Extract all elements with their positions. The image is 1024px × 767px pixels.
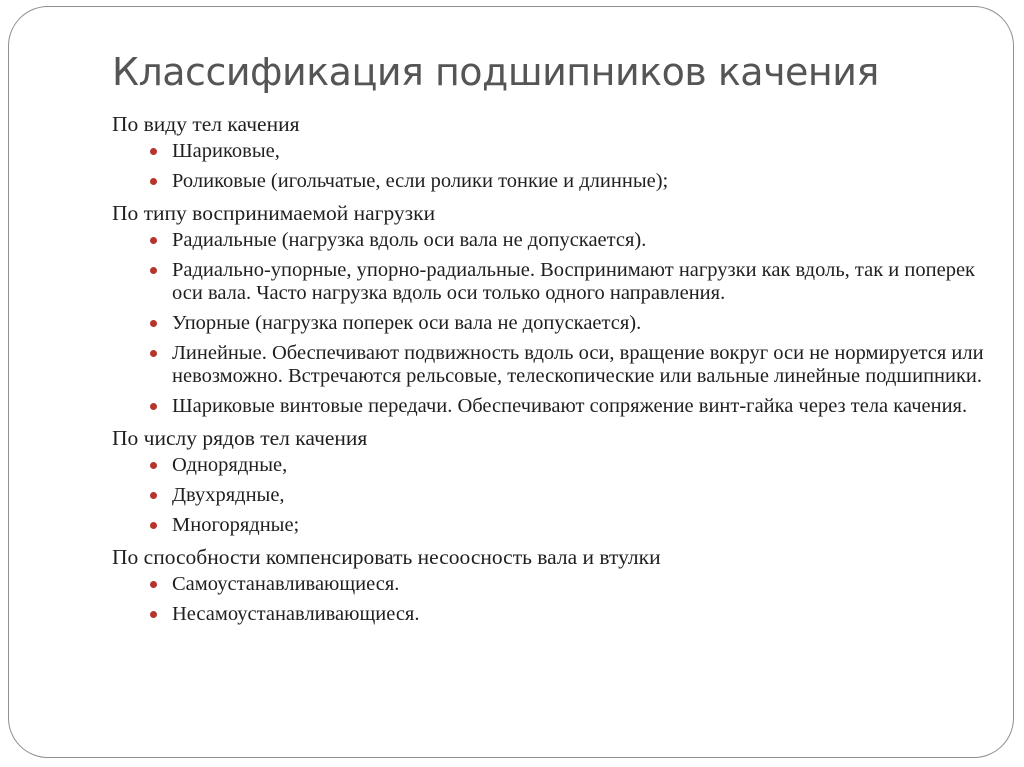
list-item-text: Радиальные (нагрузка вдоль оси вала не допускается). [172, 229, 647, 251]
bullet-dot-icon [150, 178, 157, 185]
bullet-dot-icon [150, 611, 157, 618]
list-item [112, 484, 992, 507]
list-item [112, 342, 992, 388]
bullet-dot-icon [150, 237, 157, 244]
list-item [112, 454, 992, 477]
list-item-text: Шариковые, [172, 140, 280, 162]
list-item-text: Упорные (нагрузка поперек оси вала не допускается). [172, 312, 642, 334]
list-item-text: Радиально-упорные, упорно-радиальные. Воспринимают нагрузки как вдоль, так и поперек оси вала. Часто нагрузка вдоль оси только одного направления. [172, 259, 976, 304]
list-item-text: Шариковые винтовые передачи. Обеспечивают сопряжение винт-гайка через тела качения. [172, 395, 968, 417]
list-item-text: Многорядные; [172, 514, 300, 536]
section-misalignment [112, 544, 992, 626]
bullet-dot-icon [150, 350, 157, 357]
section-items [112, 140, 992, 193]
section-load-type [112, 200, 992, 418]
list-item [112, 603, 992, 626]
bullet-dot-icon [150, 462, 157, 469]
bullet-dot-icon [150, 581, 157, 588]
list-item [112, 312, 992, 335]
section-rolling-body-type [112, 111, 992, 193]
list-item [112, 395, 992, 418]
list-item [112, 229, 992, 252]
list-item-text: Роликовые (игольчатые, если ролики тонкие и длинные); [172, 170, 669, 192]
slide-title: Классификация подшипников качения [112, 50, 879, 94]
list-item-text: Несамоустанавливающиеся. [172, 603, 420, 625]
bullet-dot-icon [150, 148, 157, 155]
section-row-count [112, 425, 992, 537]
bullet-dot-icon [150, 320, 157, 327]
list-item [112, 140, 992, 163]
list-item-text: Двухрядные, [172, 484, 285, 506]
section-items [112, 229, 992, 418]
bullet-dot-icon [150, 522, 157, 529]
section-items [112, 454, 992, 537]
list-item [112, 573, 992, 596]
list-item [112, 170, 992, 193]
slide-content [112, 111, 992, 633]
section-items [112, 573, 992, 626]
list-item [112, 259, 992, 305]
list-item-text: Однорядные, [172, 454, 288, 476]
section-heading: По виду тел качения [112, 112, 300, 136]
list-item [112, 514, 992, 537]
section-heading: По способности компенсировать несоосность вала и втулки [112, 545, 661, 569]
section-heading: По числу рядов тел качения [112, 426, 368, 450]
section-heading: По типу воспринимаемой нагрузки [112, 201, 436, 225]
bullet-dot-icon [150, 492, 157, 499]
bullet-dot-icon [150, 403, 157, 410]
bullet-dot-icon [150, 267, 157, 274]
list-item-text: Линейные. Обеспечивают подвижность вдоль оси, вращение вокруг оси не нормируется или невозможно. Встречаются рельсовые, телескопические или вальные линейные подшипники. [172, 342, 984, 387]
list-item-text: Самоустанавливающиеся. [172, 573, 400, 595]
